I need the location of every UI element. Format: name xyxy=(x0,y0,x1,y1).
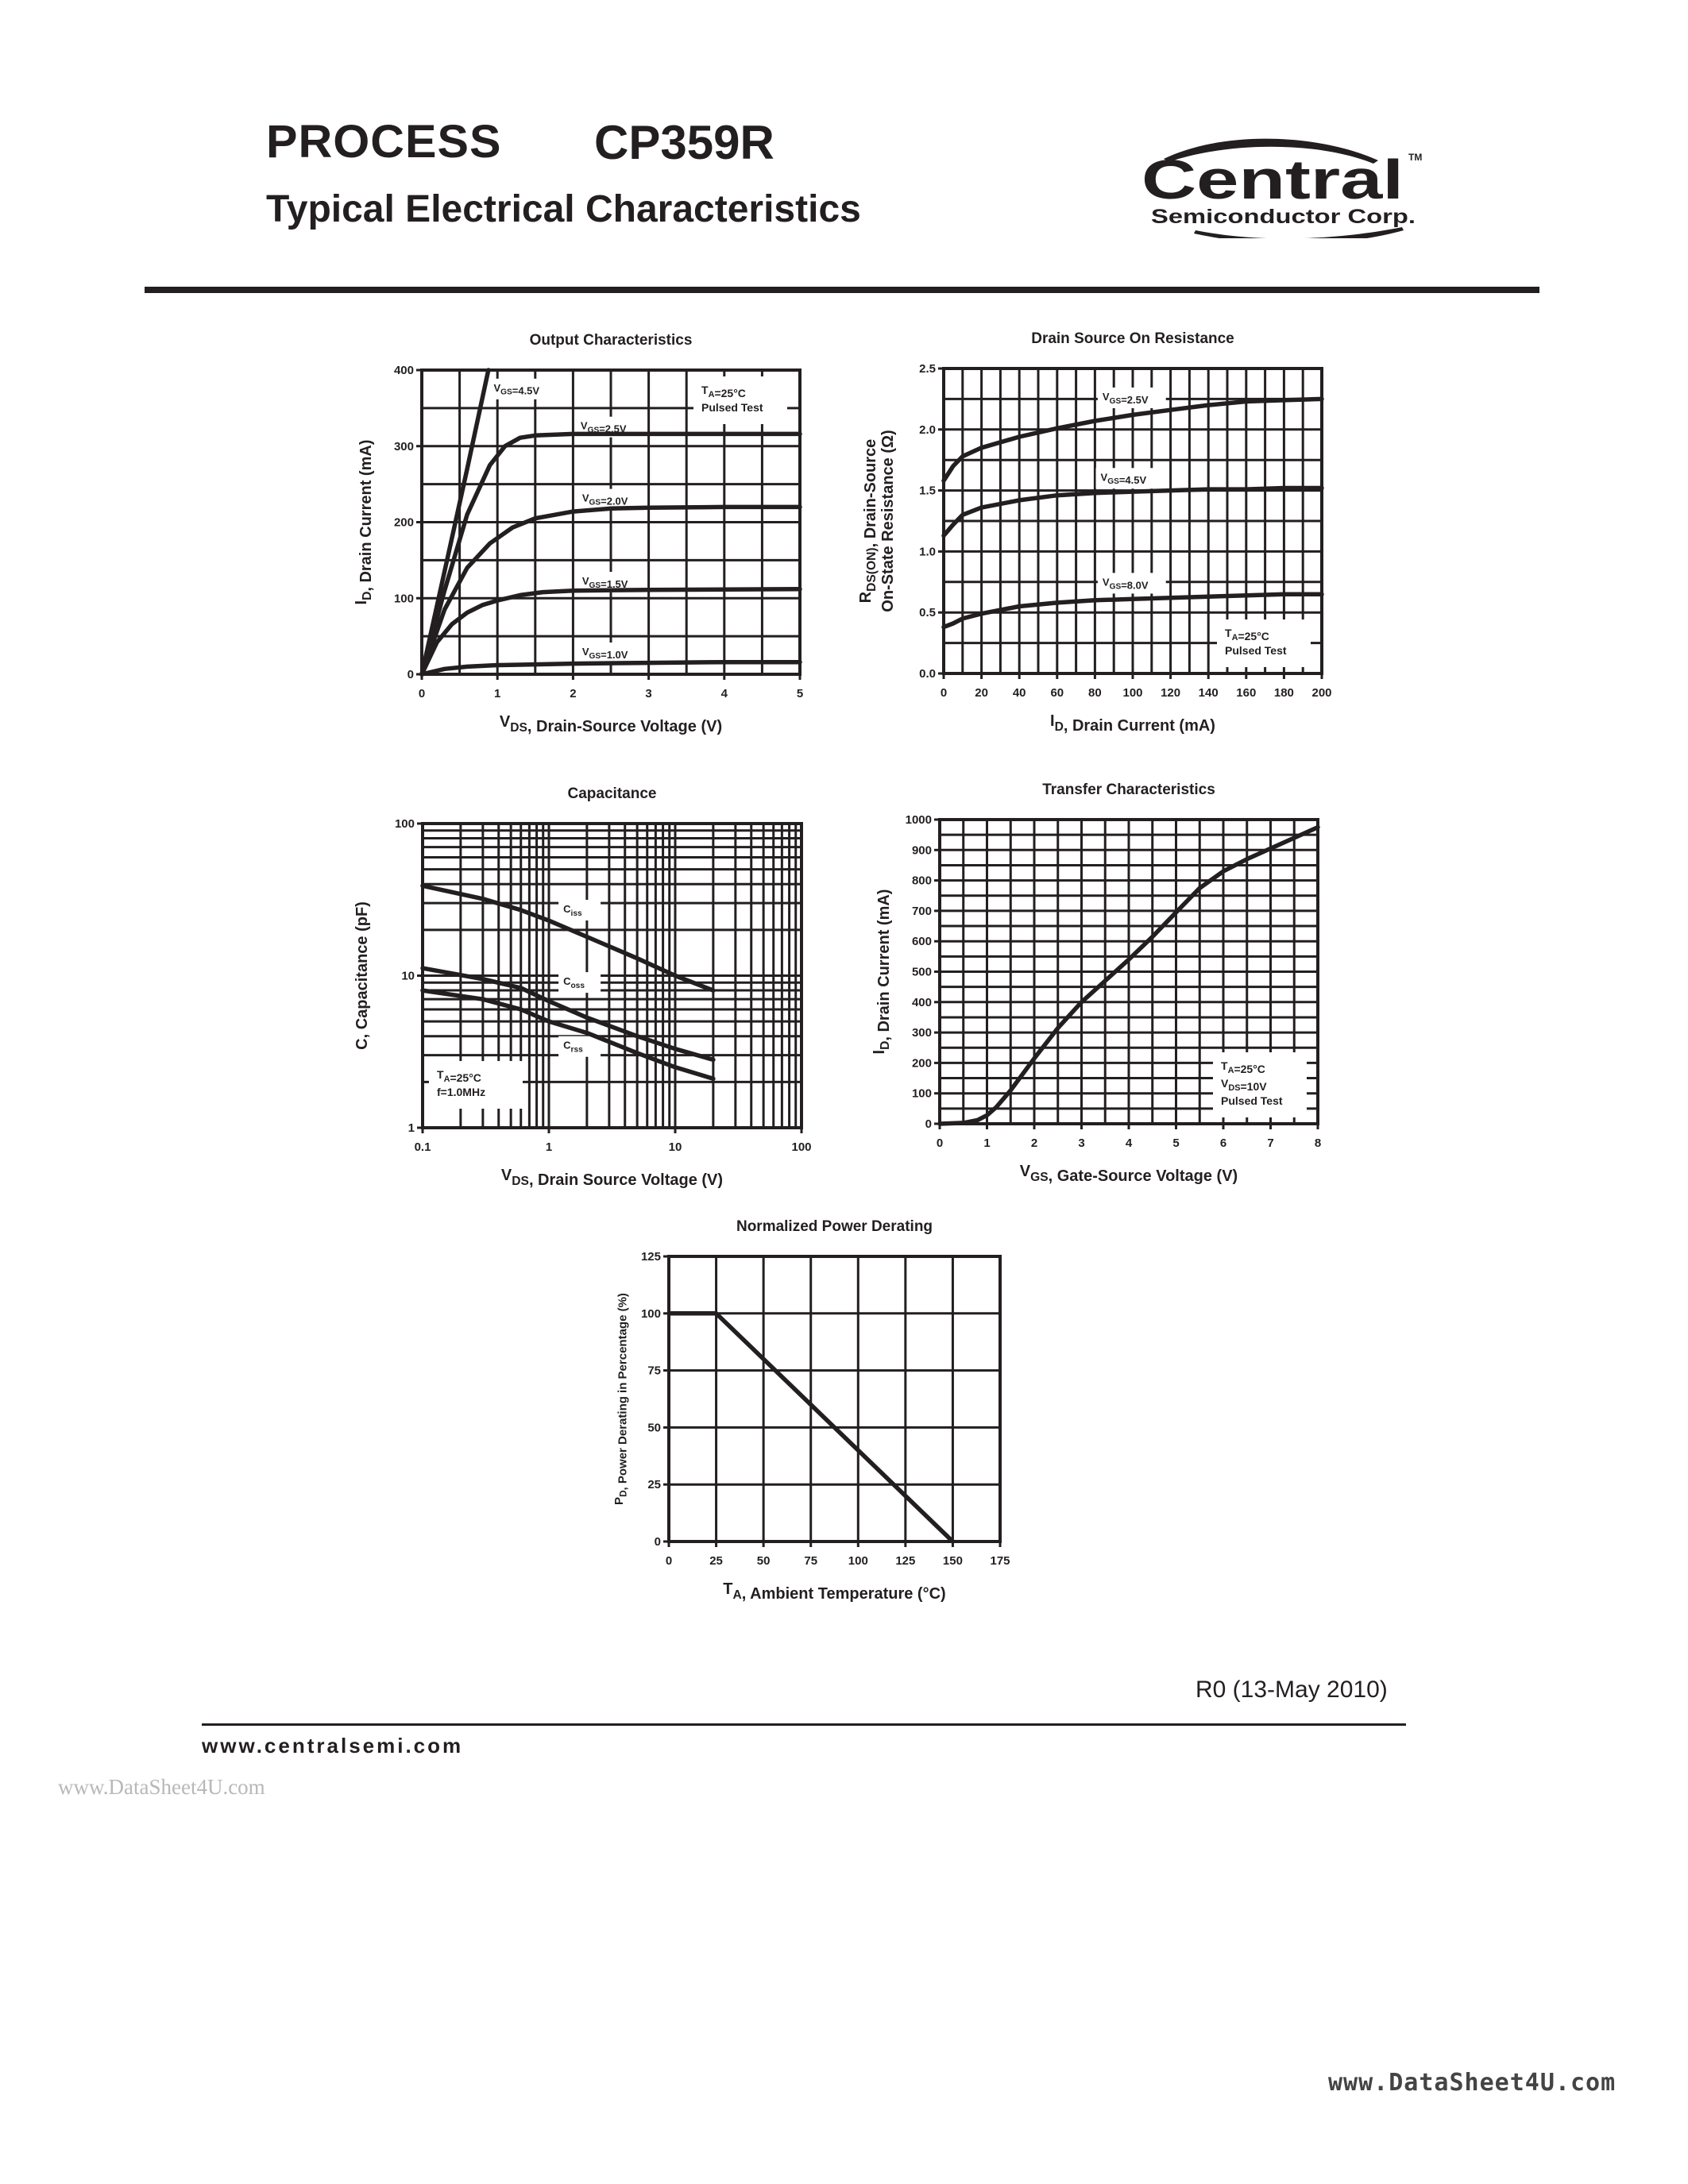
chart-title: Drain Source On Resistance xyxy=(1031,330,1234,347)
y-axis-label: $R_{DS(ON)}$, Drain-Source xyxy=(857,438,879,604)
x-tick-label: 100 xyxy=(848,1554,868,1568)
x-tick-label: 20 xyxy=(975,686,988,700)
x-axis-label: $V_{GS}$, Gate-Source Voltage (V) xyxy=(1019,1163,1238,1185)
y-tick-label: 400 xyxy=(911,995,932,1009)
axis-ticks xyxy=(641,1250,1010,1568)
test-condition: $V_{DS}=10V$ xyxy=(1221,1077,1267,1094)
x-tick-label: 8 xyxy=(1314,1136,1322,1150)
y-axis-label: C, Capacitance (pF) xyxy=(353,901,371,1050)
y-tick-label: 1 xyxy=(408,1121,415,1135)
x-tick-label: 1 xyxy=(494,687,501,700)
test-condition: $T_A=25^\circ C$ xyxy=(1221,1059,1265,1076)
x-tick-label: 1 xyxy=(545,1140,553,1154)
chart-title: Output Characteristics xyxy=(529,332,693,349)
logo-wordmark: Central xyxy=(1141,149,1404,210)
watermark-left: www.DataSheet4U.com xyxy=(58,1775,265,1799)
y-tick-label: 25 xyxy=(647,1478,661,1492)
test-condition: $T_A=25^\circ C$ xyxy=(1225,627,1269,643)
curve-label: $V_{GS}=2.0V$ xyxy=(581,492,628,507)
y-tick-label: 0 xyxy=(407,668,414,681)
y-tick-label: 900 xyxy=(911,843,932,858)
test-condition: $T_A=25^\circ C$ xyxy=(437,1068,481,1085)
website-link[interactable]: www.centralsemi.com xyxy=(202,1734,464,1758)
logo-tagline: Semiconductor Corp. xyxy=(1151,206,1416,228)
y-axis-label: $I_D$, Drain Current (mA) xyxy=(353,439,375,605)
y-axis-label: $I_D$, Drain Current (mA) xyxy=(871,889,893,1055)
footer-divider xyxy=(202,1723,1406,1726)
x-tick-label: 180 xyxy=(1273,686,1294,700)
y-tick-label: 0.5 xyxy=(919,606,936,620)
test-condition: Pulsed Test xyxy=(1221,1094,1283,1107)
x-tick-label: 0 xyxy=(936,1136,944,1150)
y-tick-label: 75 xyxy=(647,1364,661,1378)
curve-label: $V_{GS}=1.0V$ xyxy=(581,646,628,661)
x-tick-label: 25 xyxy=(709,1554,723,1568)
chart-derating xyxy=(612,1218,1010,1603)
y-tick-label: 125 xyxy=(640,1250,661,1264)
x-tick-label: 1 xyxy=(983,1136,991,1150)
chart-capacitance xyxy=(353,785,812,1189)
curve-label: $V_{GS}=4.5V$ xyxy=(493,381,540,397)
x-axis-label: $T_A$, Ambient Temperature (°C) xyxy=(723,1580,946,1603)
test-condition: Pulsed Test xyxy=(701,401,763,414)
chart-title: Capacitance xyxy=(567,785,657,802)
chart-rdson xyxy=(857,330,1332,735)
x-tick-label: 7 xyxy=(1267,1136,1274,1150)
x-tick-label: 0 xyxy=(418,687,426,700)
y-tick-label: 200 xyxy=(393,515,414,530)
curve-label: $V_{GS}=4.5V$ xyxy=(1100,471,1147,487)
curve-label: $V_{GS}=8.0V$ xyxy=(1102,576,1149,592)
chart-title: Normalized Power Derating xyxy=(736,1218,933,1235)
y-tick-label: 2.5 xyxy=(919,362,936,376)
x-tick-label: 4 xyxy=(720,687,728,700)
test-condition: $T_A=25^\circ C$ xyxy=(701,384,746,400)
x-tick-label: 60 xyxy=(1050,686,1064,700)
x-axis-label: $I_D$, Drain Current (mA) xyxy=(1050,712,1215,735)
plot-frame xyxy=(669,1256,1000,1542)
curve-label: $V_{GS}=2.5V$ xyxy=(580,419,627,435)
curve-label: $C_{rss}$ xyxy=(563,1039,583,1055)
x-tick-label: 3 xyxy=(645,687,652,700)
header-process-label: PROCESS xyxy=(266,116,502,168)
x-tick-label: 10 xyxy=(668,1140,682,1154)
chart-grid xyxy=(669,1256,1000,1542)
y-tick-label: 1.0 xyxy=(919,545,936,559)
y-tick-label: 800 xyxy=(911,874,932,888)
y-tick-label: 10 xyxy=(401,969,415,983)
curve-label: $C_{oss}$ xyxy=(563,975,585,990)
test-condition: f=1.0MHz xyxy=(437,1086,486,1098)
y-tick-label: 600 xyxy=(911,935,932,949)
y-tick-label: 100 xyxy=(640,1306,661,1321)
y-tick-label: 1.5 xyxy=(919,484,936,498)
y-tick-label: 300 xyxy=(393,439,414,453)
revision-label: R0 (13-May 2010) xyxy=(1196,1677,1388,1703)
x-tick-label: 160 xyxy=(1236,686,1257,700)
chart-output xyxy=(353,332,803,735)
y-axis-label: $P_D$, Power Derating in Percentage (%) xyxy=(612,1293,630,1505)
y-tick-label: 0 xyxy=(925,1117,932,1131)
x-tick-label: 3 xyxy=(1078,1136,1085,1150)
y-tick-label: 100 xyxy=(393,592,414,606)
x-tick-label: 120 xyxy=(1161,686,1181,700)
y-tick-label: 0 xyxy=(654,1535,661,1549)
x-tick-label: 100 xyxy=(1122,686,1143,700)
x-tick-label: 50 xyxy=(756,1554,771,1568)
y-tick-label: 2.0 xyxy=(919,423,936,437)
x-tick-label: 2 xyxy=(1030,1136,1038,1150)
x-tick-label: 0 xyxy=(940,686,948,700)
x-tick-label: 4 xyxy=(1125,1136,1133,1150)
y-tick-label: 700 xyxy=(911,904,932,918)
x-tick-label: 150 xyxy=(942,1554,963,1568)
x-tick-label: 2 xyxy=(570,687,577,700)
x-tick-label: 125 xyxy=(895,1554,916,1568)
x-tick-label: 200 xyxy=(1311,686,1332,700)
x-tick-label: 6 xyxy=(1219,1136,1227,1150)
page-subtitle: Typical Electrical Characteristics xyxy=(266,188,861,230)
y-axis-label: On-State Resistance (Ω) xyxy=(879,430,897,612)
x-tick-label: 0.1 xyxy=(414,1140,431,1154)
y-tick-label: 100 xyxy=(911,1086,932,1101)
x-tick-label: 0 xyxy=(665,1554,673,1568)
x-tick-label: 140 xyxy=(1198,686,1219,700)
y-tick-label: 200 xyxy=(911,1056,932,1071)
x-axis-label: $V_{DS}$, Drain-Source Voltage (V) xyxy=(499,713,723,735)
chart-transfer xyxy=(871,781,1321,1185)
y-tick-label: 500 xyxy=(911,965,932,979)
x-tick-label: 5 xyxy=(1172,1136,1180,1150)
test-condition: Pulsed Test xyxy=(1225,644,1287,657)
y-tick-label: 100 xyxy=(394,817,415,831)
logo-trademark: TM xyxy=(1408,152,1423,163)
curve-label: $C_{iss}$ xyxy=(563,903,582,918)
curve-label: $V_{GS}=2.5V$ xyxy=(1102,390,1149,406)
x-tick-label: 5 xyxy=(796,687,804,700)
y-tick-label: 0.0 xyxy=(919,667,936,681)
x-tick-label: 75 xyxy=(804,1554,818,1568)
watermark-right: www.DataSheet4U.com xyxy=(1328,2069,1617,2097)
part-number: CP359R xyxy=(594,116,774,169)
x-tick-label: 100 xyxy=(791,1140,812,1154)
x-tick-label: 175 xyxy=(990,1554,1010,1568)
y-tick-label: 50 xyxy=(647,1421,661,1435)
y-tick-label: 300 xyxy=(911,1026,932,1040)
chart-title: Transfer Characteristics xyxy=(1042,781,1215,798)
x-axis-label: $V_{DS}$, Drain Source Voltage (V) xyxy=(500,1167,724,1189)
y-tick-label: 400 xyxy=(393,364,414,377)
curve-label: $V_{GS}=1.5V$ xyxy=(581,575,628,590)
x-tick-label: 80 xyxy=(1088,686,1102,700)
x-tick-label: 40 xyxy=(1012,686,1026,700)
y-tick-label: 1000 xyxy=(905,813,932,827)
